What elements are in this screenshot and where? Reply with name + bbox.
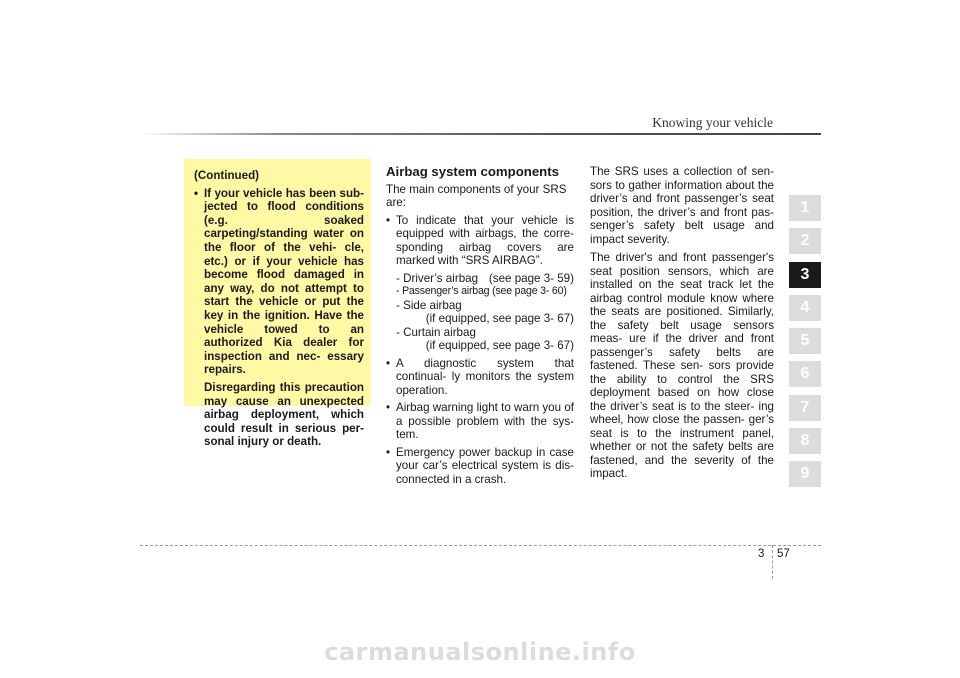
footer-rule xyxy=(140,545,821,546)
driver-airbag-ref: (see page 3- 59) xyxy=(488,271,574,285)
airbag-list xyxy=(386,272,574,353)
chapter-tab-7[interactable]: 7 xyxy=(789,395,821,421)
watermark: carmanualsonline.info xyxy=(324,638,636,666)
warning-box xyxy=(184,159,371,449)
driver-airbag-label: - Driver’s airbag xyxy=(396,271,479,285)
footer-divider xyxy=(772,545,773,579)
section-title: Knowing your vehicle xyxy=(652,115,773,130)
page-number: 57 xyxy=(777,548,790,560)
chapter-tab-9[interactable]: 9 xyxy=(789,461,821,487)
chapter-tabs xyxy=(789,195,821,495)
list-item: • Emergency power backup in case your car’s electrical system is dis- connected in a crash. xyxy=(386,446,574,487)
chapter-tab-6[interactable]: 6 xyxy=(789,361,821,387)
side-airbag-ref: (if equipped, see page 3- 67) xyxy=(425,312,574,325)
page-chapter-number: 3 xyxy=(758,548,765,560)
driver-airbag-item xyxy=(396,272,574,286)
components-heading: Airbag system components xyxy=(386,164,559,179)
warning-followup: Disregarding this precaution may cause an unexpected airbag deployment, which could result in serious per- sonal injury or death. xyxy=(204,380,364,449)
chapter-tab-8[interactable]: 8 xyxy=(789,428,821,454)
chapter-tab-1[interactable]: 1 xyxy=(789,195,821,221)
components-intro: The main components of your SRS are: xyxy=(386,182,567,209)
curtain-airbag-label: - Curtain airbag xyxy=(396,325,476,339)
chapter-tab-4[interactable]: 4 xyxy=(789,295,821,321)
srs-description-column xyxy=(590,165,774,486)
side-airbag-label: - Side airbag xyxy=(396,298,462,312)
warning-continued: (Continued) xyxy=(194,169,260,182)
chapter-tab-2[interactable]: 2 xyxy=(789,228,821,254)
warning-bullet: • If your vehicle has been sub- jected to flood conditions (e.g. soaked carpeting/standing water on the floor of the vehi- cle, etc.) or if your vehicle has become flood damaged in any way, do not attempt to start the vehicle or put the key in the ignition. Have the vehicle towed to an authorized Kia dealer for inspection and nec- essary repairs. xyxy=(194,187,364,377)
curtain-airbag-ref: (if equipped, see page 3- 67) xyxy=(425,339,574,352)
chapter-tab-5[interactable]: 5 xyxy=(789,328,821,354)
list-item: • Airbag warning light to warn you of a possible problem with the sys- tem. xyxy=(386,401,574,442)
chapter-tab-3[interactable]: 3 xyxy=(789,262,821,288)
passenger-airbag-item: - Passenger’s airbag (see page 3- 60) xyxy=(396,285,567,297)
components-column xyxy=(386,165,574,490)
srs-paragraph-1: The SRS uses a collection of sen- sors to gather information about the driver’s and front passenger’s seat position, the driver’s and front pas- senger’s safety belt usage and impact severity. xyxy=(590,165,774,246)
warning-content xyxy=(194,169,364,453)
header-rule xyxy=(140,133,821,135)
list-item: • A diagnostic system that continual- ly monitors the system operation. xyxy=(386,357,574,398)
list-item: • To indicate that your vehicle is equipped with airbags, the corre- sponding airbag covers are marked with “SRS AIRBAG”. xyxy=(386,214,574,268)
srs-paragraph-2: The driver's and front passenger's seat position sensors, which are installed on the seat track let the airbag control module know where the seats are positioned. Similarly, the safety belt usage sensors meas- ure if the driver and front passenger’s safety belts are fastened. These sen- sors provide the ability to control the SRS deployment based on how close the driver’s seat is to the steer- ing wheel, how close the passen- ger’s seat is to the instrument panel, whether or not the safety belts are fastened, and the severity of the impact. xyxy=(590,251,774,480)
